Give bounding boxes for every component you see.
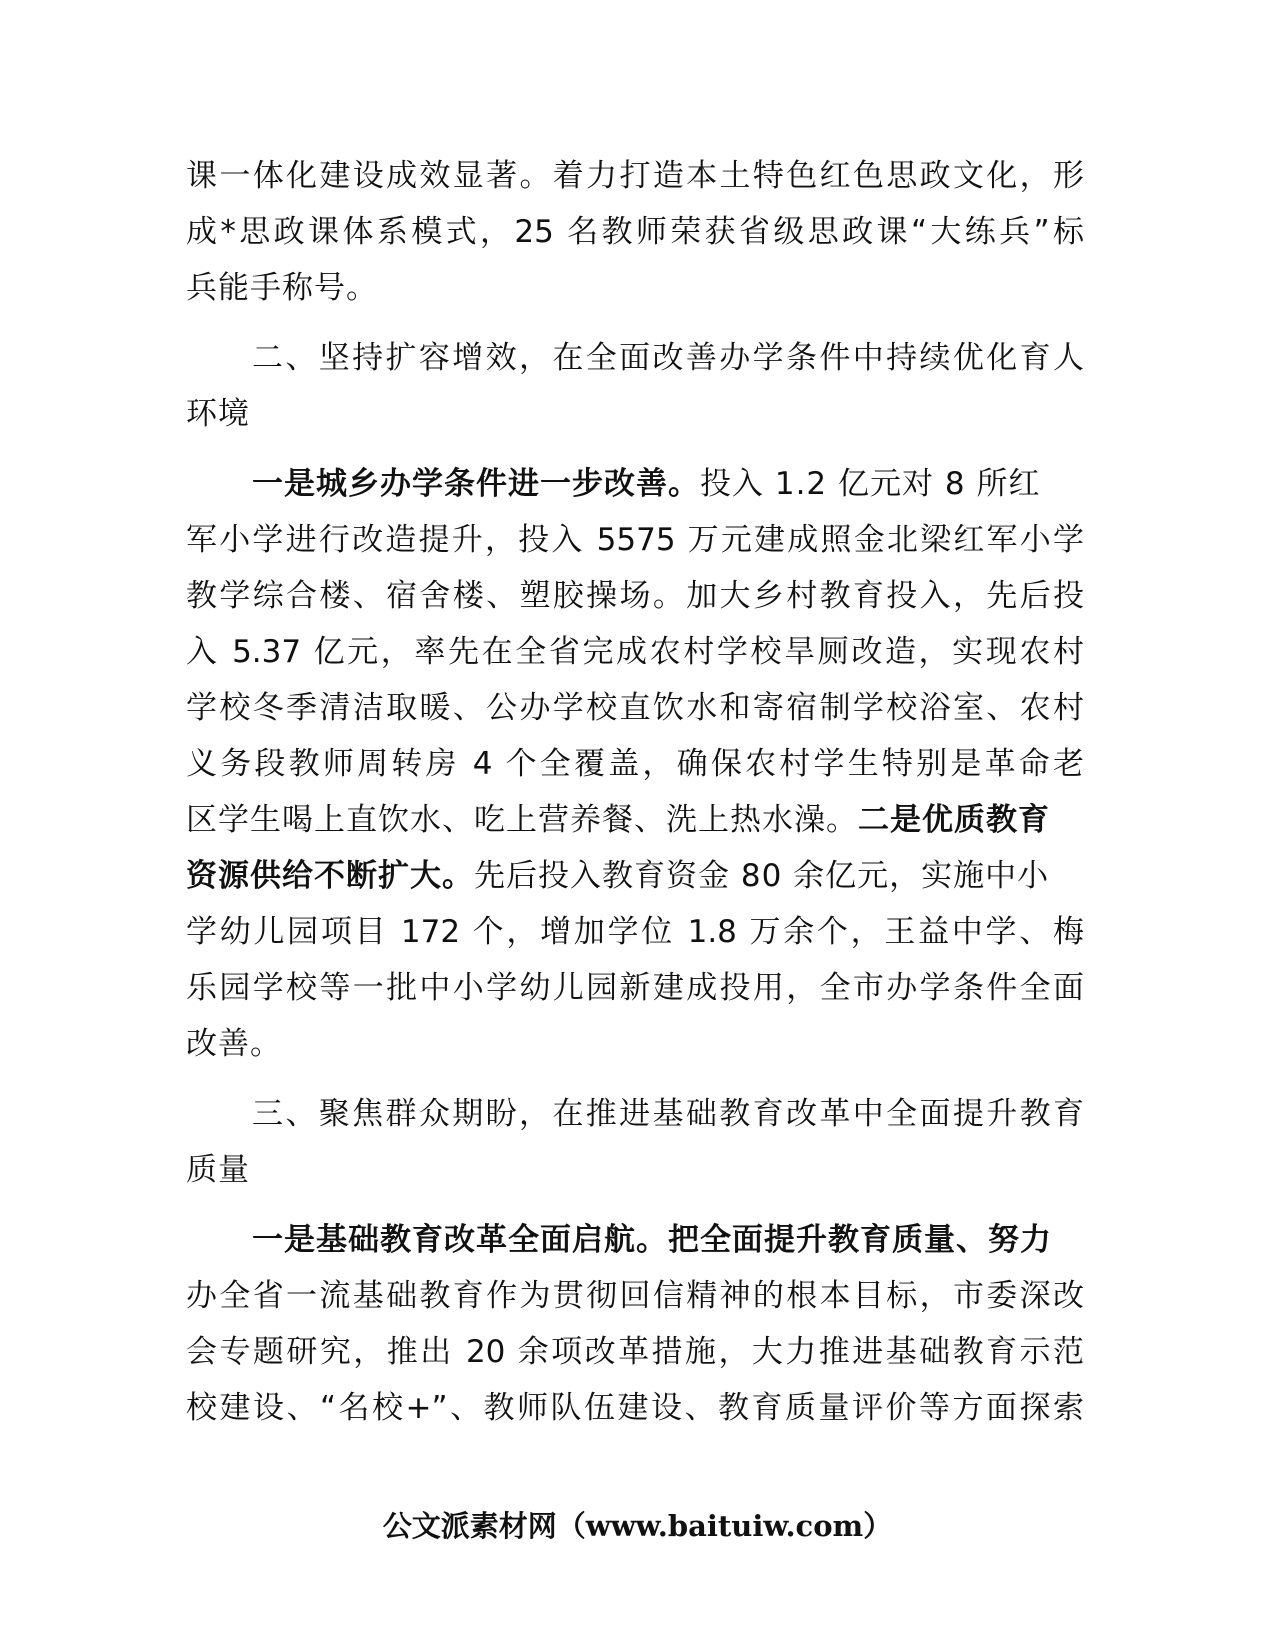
point-text: 把全面提升教育质量、努力 xyxy=(668,1222,1052,1258)
paragraph-line: 乐园学校等一批中小学幼儿园新建成投用，全市办学条件全面 xyxy=(186,970,1084,1006)
point-lead: 一是城乡办学条件进一步改善。 xyxy=(252,466,700,502)
point-text: 先后投入教育资金 80 余亿元，实施中小 xyxy=(474,858,1050,894)
paragraph-line: 改善。 xyxy=(186,1026,282,1062)
paragraph-line: 会专题研究，推出 20 余项改革措施，大力推进基础教育示范 xyxy=(186,1334,1084,1370)
footer-watermark: 公文派素材网（www.baituiw.com） xyxy=(382,1509,893,1543)
paragraph-line: 学幼儿园项目 172 个，增加学位 1.8 万余个，王益中学、梅 xyxy=(186,914,1084,950)
point-text: 投入 1.2 亿元对 8 所红 xyxy=(700,466,1041,502)
paragraph-line xyxy=(252,1220,1084,1260)
paragraph-line: 兵能手称号。 xyxy=(186,270,378,306)
point-lead: 一是基础教育改革全面启航。 xyxy=(252,1222,668,1258)
section-heading-line: 三、聚焦群众期盼，在推进基础教育改革中全面提升教育 xyxy=(252,1096,1084,1132)
paragraph-line: 成*思政课体系模式，25 名教师荣获省级思政课“大练兵”标 xyxy=(186,214,1084,250)
paragraph-line xyxy=(186,856,1084,896)
section-heading-line: 二、坚持扩容增效，在全面改善办学条件中持续优化育人 xyxy=(252,340,1084,376)
section-heading-line: 质量 xyxy=(186,1152,250,1188)
paragraph-line: 入 5.37 亿元，率先在全省完成农村学校旱厕改造，实现农村 xyxy=(186,634,1084,670)
paragraph-line: 课一体化建设成效显著。着力打造本土特色红色思政文化，形 xyxy=(186,158,1084,194)
section-heading-line: 环境 xyxy=(186,396,250,432)
paragraph-line: 军小学进行改造提升，投入 5575 万元建成照金北梁红军小学 xyxy=(186,522,1084,558)
point-lead: 资源供给不断扩大。 xyxy=(186,858,474,894)
paragraph-line: 学校冬季清洁取暖、公办学校直饮水和寄宿制学校浴室、农村 xyxy=(186,690,1084,726)
point-lead: 二是优质教育 xyxy=(858,802,1050,838)
paragraph-line: 校建设、“名校+”、教师队伍建设、教育质量评价等方面探索 xyxy=(186,1390,1084,1426)
paragraph-line xyxy=(252,464,1084,504)
point-text: 区学生喝上直饮水、吃上营养餐、洗上热水澡。 xyxy=(186,802,858,838)
paragraph-line: 教学综合楼、宿舍楼、塑胶操场。加大乡村教育投入，先后投 xyxy=(186,578,1084,614)
paragraph-line xyxy=(186,800,1084,840)
paragraph-line: 办全省一流基础教育作为贯彻回信精神的根本目标，市委深改 xyxy=(186,1278,1084,1314)
paragraph-line: 义务段教师周转房 4 个全覆盖，确保农村学生特别是革命老 xyxy=(186,746,1084,782)
